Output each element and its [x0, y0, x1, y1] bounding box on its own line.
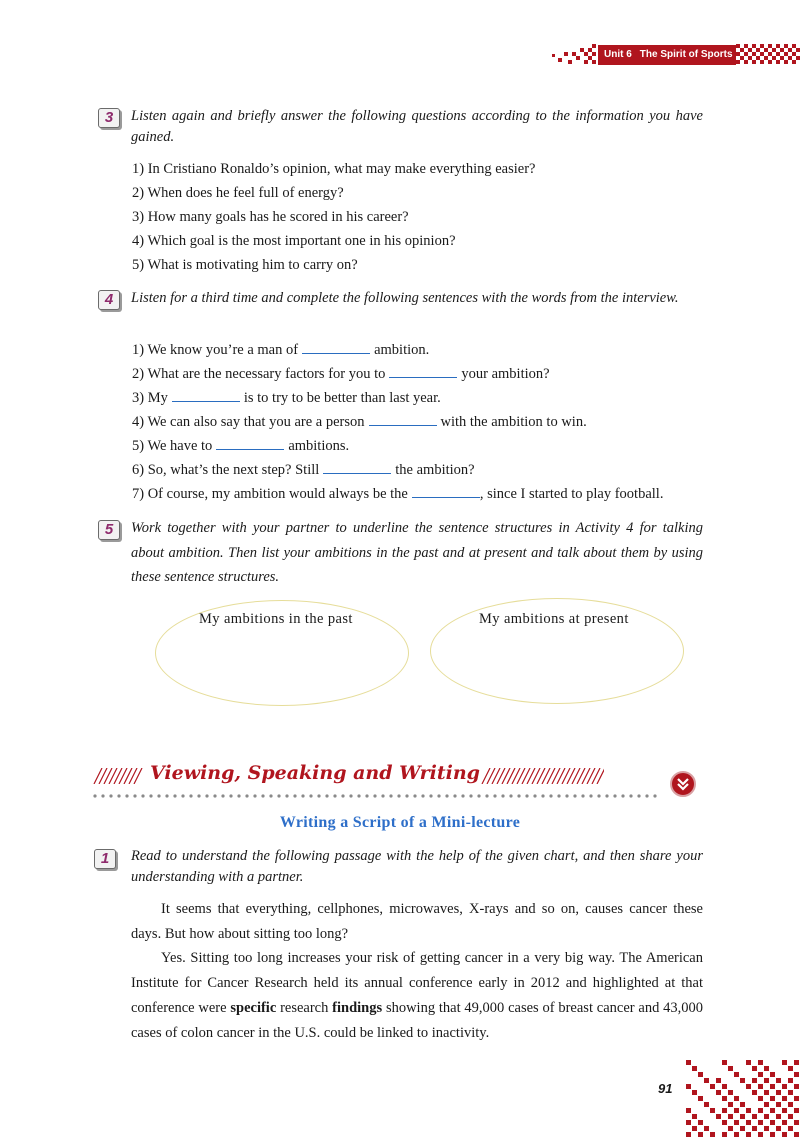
- activity-4-instruction: Listen for a third time and complete the following sentences with the words from the interview.: [131, 290, 679, 306]
- passage-paragraph-2: Yes. Sitting too long increases your risk of getting cancer in a very big way. The American Institute for Cancer Research held its annual conference early in 2012 and highlighted at that conference were specific research findings showing that 49,000 cases of breast cancer and 43,000 cases of colon cancer in the U.S. could be linked to inactivity.: [131, 950, 703, 1041]
- keyword-specific: specific: [230, 1000, 277, 1016]
- passage-paragraph-1: It seems that everything, cellphones, microwaves, X-rays and so on, causes cancer these days. But how about sitting too long?: [131, 901, 703, 942]
- list-item: 7) Of course, my ambition would always be the , since I started to play football.: [132, 482, 663, 506]
- header-title: The Spirit of Sports: [639, 49, 733, 60]
- header-checker-pattern-left: [548, 44, 598, 66]
- list-item: 4) Which goal is the most important one in his opinion?: [132, 233, 456, 249]
- section-subtitle: Writing a Script of a Mini-lecture: [279, 814, 521, 831]
- ambitions-past-label: My ambitions in the past: [199, 611, 353, 627]
- activity-3-badge: 3: [98, 108, 120, 128]
- list-item: 5) What is motivating him to carry on?: [132, 257, 358, 273]
- activity-5-instruction: Work together with your partner to underline the sentence structures in Activity 4 for talking about ambition. Then list your ambitions in the past and at present and talk about them by using these sentence structures.: [131, 520, 703, 585]
- fill-in-blank[interactable]: [302, 339, 370, 354]
- list-item: 5) We have to ambitions.: [132, 434, 663, 458]
- activity-3-instruction: Listen again and briefly answer the following questions according to the information you have gained.: [131, 108, 703, 145]
- activity-1-instruction: Read to understand the following passage with the help of the given chart, and then share your understanding with a partner.: [131, 848, 703, 885]
- section-title: Viewing, Speaking and Writing: [150, 762, 480, 784]
- list-item: 6) So, what’s the next step? Still the ambition?: [132, 458, 663, 482]
- list-item: 2) When does he feel full of energy?: [132, 185, 344, 201]
- section-dotted-rule: [92, 793, 660, 799]
- activity-4-badge: 4: [98, 290, 120, 310]
- header-checker-pattern-right: [736, 44, 800, 66]
- header-unit: Unit 6: [604, 49, 632, 60]
- list-item: 1) We know you’re a man of ambition.: [132, 338, 663, 362]
- activity-3-question-list: [132, 157, 536, 277]
- page-number: 91: [658, 1081, 673, 1096]
- section-hatch-right: [480, 768, 604, 784]
- fill-in-blank[interactable]: [389, 363, 457, 378]
- activity-5-badge: 5: [98, 520, 120, 540]
- keyword-findings: findings: [332, 1000, 383, 1016]
- fill-in-blank[interactable]: [412, 483, 480, 498]
- fill-in-blank[interactable]: [216, 435, 284, 450]
- ambitions-present-label: My ambitions at present: [479, 611, 629, 627]
- fill-in-blank[interactable]: [369, 411, 437, 426]
- activity-1-badge: 1: [94, 849, 116, 869]
- chevron-down-icon[interactable]: [670, 771, 696, 797]
- list-item: 1) In Cristiano Ronaldo’s opinion, what may make everything easier?: [132, 161, 536, 177]
- footer-checker-pattern: [684, 1060, 800, 1138]
- fill-in-blank[interactable]: [323, 459, 391, 474]
- list-item: 2) What are the necessary factors for you to your ambition?: [132, 362, 663, 386]
- list-item: 4) We can also say that you are a person with the ambition to win.: [132, 410, 663, 434]
- list-item: 3) My is to try to be better than last year.: [132, 386, 663, 410]
- list-item: 3) How many goals has he scored in his career?: [132, 209, 409, 225]
- header-unit-bar: [598, 45, 736, 65]
- section-hatch-left: [92, 768, 144, 784]
- activity-4-sentence-list: [132, 338, 663, 506]
- fill-in-blank[interactable]: [172, 387, 240, 402]
